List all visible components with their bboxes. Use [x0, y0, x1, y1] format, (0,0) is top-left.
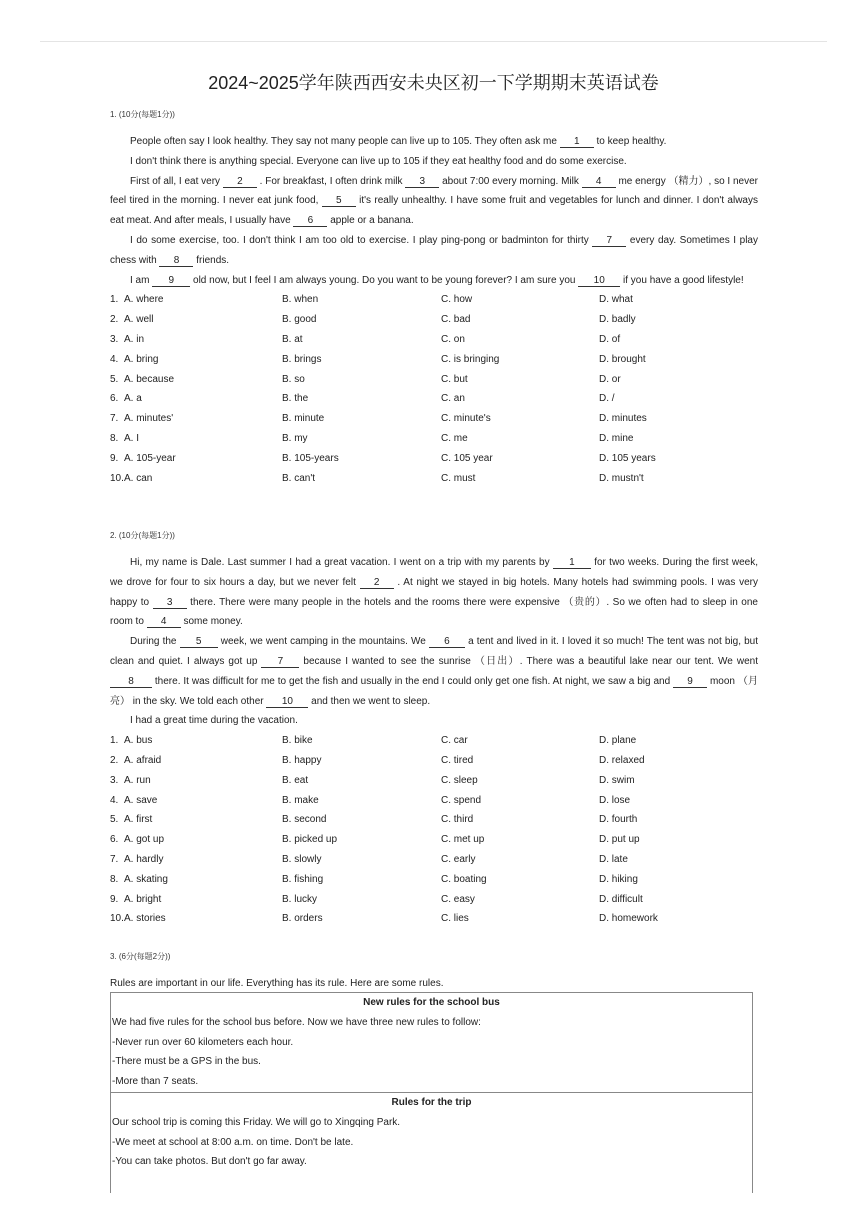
option-c[interactable]: C. how — [441, 294, 473, 306]
passage-text: apple or a banana. — [327, 215, 414, 227]
item-number: 9. — [110, 893, 119, 905]
item-number: 2. — [110, 314, 119, 326]
option-d[interactable]: D. mustn't — [599, 472, 644, 484]
passage-text: moon （月亮） in the sky. We told each other — [110, 675, 759, 707]
option-row — [110, 870, 758, 890]
option-c[interactable]: C. 105 year — [441, 452, 493, 464]
question-3 — [110, 952, 758, 994]
option-b[interactable]: B. orders — [282, 913, 323, 925]
passage-text: People often say I look healthy. They say not many people can live up to 105. They often ask me — [130, 136, 560, 147]
option-b[interactable]: B. make — [282, 794, 319, 806]
item-number: 5. — [110, 373, 119, 385]
option-b[interactable]: B. happy — [282, 754, 322, 766]
option-d[interactable]: D. what — [599, 294, 633, 306]
option-d[interactable]: D. lose — [599, 794, 631, 806]
answer-blank-2[interactable]: 2 — [360, 577, 394, 589]
option-d[interactable]: D. late — [599, 853, 628, 865]
answer-blank-3[interactable]: 3 — [405, 176, 439, 188]
rules-line: -We meet at school at 8:00 a.m. on time. Don't be late. — [112, 1136, 354, 1148]
option-b[interactable]: B. brings — [282, 353, 322, 365]
rules-line: -There must be a GPS in the bus. — [112, 1056, 261, 1068]
item-number: 10. — [110, 472, 124, 484]
answer-blank-9[interactable]: 9 — [152, 275, 190, 287]
option-b[interactable]: B. slowly — [282, 853, 322, 865]
item-number: 8. — [110, 432, 119, 444]
option-a[interactable]: A. bus — [124, 735, 153, 747]
option-b[interactable]: B. fishing — [282, 873, 324, 885]
option-d[interactable]: D. homework — [599, 913, 658, 925]
option-b[interactable]: B. my — [282, 432, 308, 444]
option-c[interactable]: C. tired — [441, 754, 474, 766]
option-row — [110, 751, 758, 771]
option-row — [110, 449, 758, 469]
option-a[interactable]: A. bright — [124, 893, 162, 905]
option-b[interactable]: B. can't — [282, 472, 316, 484]
option-c[interactable]: C. me — [441, 432, 468, 444]
option-c[interactable]: C. on — [441, 333, 465, 345]
passage-text: During the — [130, 636, 180, 648]
passage-text: a tent and lived in it. I loved it so much! The tent was not big, but clean and quiet. I always got up — [110, 636, 758, 667]
option-b[interactable]: B. bike — [282, 735, 313, 747]
option-c[interactable]: C. an — [441, 393, 465, 405]
item-number: 6. — [110, 393, 119, 405]
answer-blank-7[interactable]: 7 — [592, 235, 626, 247]
question-1 — [110, 110, 758, 488]
option-a[interactable]: A. in — [124, 333, 145, 345]
passage-text: if you have a good lifestyle! — [620, 274, 744, 286]
rules-line: -Never run over 60 kilometers each hour. — [112, 1036, 294, 1048]
passage-text: First of all, I eat very — [130, 175, 223, 187]
option-row — [110, 370, 758, 390]
passage-paragraph — [110, 711, 758, 731]
option-row — [110, 389, 758, 409]
rules-block-heading: Rules for the trip — [111, 1092, 752, 1113]
option-c[interactable]: C. third — [441, 814, 474, 826]
question-3-intro: Rules are important in our life. Everything has its rule. Here are some rules. — [110, 978, 444, 989]
question-3-header: 3. (6分(每题2分)) — [110, 952, 171, 961]
option-c[interactable]: C. sleep — [441, 774, 478, 786]
option-c[interactable]: C. car — [441, 735, 468, 747]
option-row — [110, 909, 758, 929]
option-row — [110, 850, 758, 870]
option-row — [110, 290, 758, 310]
item-number: 4. — [110, 794, 119, 806]
passage-paragraph — [110, 271, 758, 291]
option-d[interactable]: D. put up — [599, 834, 640, 846]
option-a[interactable]: A. hardly — [124, 853, 164, 865]
answer-blank-6[interactable]: 6 — [429, 636, 465, 648]
passage-paragraph — [110, 231, 758, 271]
item-number: 7. — [110, 853, 119, 865]
option-b[interactable]: B. so — [282, 373, 305, 385]
option-row — [110, 791, 758, 811]
passage-text: I do some exercise, too. I don't think I am too old to exercise. I play ping-pong or badminton for thirty — [130, 234, 593, 246]
option-c[interactable]: C. spend — [441, 794, 482, 806]
option-d[interactable]: D. hiking — [599, 873, 638, 885]
passage-text: because I wanted to see the sunrise （日出）. There was a beautiful lake near our tent. We went — [299, 655, 758, 667]
option-a[interactable]: A. run — [124, 774, 151, 786]
option-d[interactable]: D. badly — [599, 314, 636, 326]
option-b[interactable]: B. at — [282, 333, 303, 345]
answer-blank-2[interactable]: 2 — [223, 176, 257, 188]
option-a[interactable]: A. minutes' — [124, 413, 174, 425]
answer-blank-5[interactable]: 5 — [322, 195, 356, 207]
option-a[interactable]: A. 105-year — [124, 452, 176, 464]
option-d[interactable]: D. 105 years — [599, 452, 656, 464]
passage-text: week, we went camping in the mountains. We — [217, 636, 429, 648]
answer-blank-10[interactable]: 10 — [578, 275, 620, 287]
option-d[interactable]: D. / — [599, 393, 615, 405]
option-c[interactable]: C. boating — [441, 873, 487, 885]
rules-line: We had five rules for the school bus before. Now we have three new rules to follow: — [112, 1016, 481, 1028]
item-number: 4. — [110, 353, 119, 365]
option-a[interactable]: A. skating — [124, 873, 168, 885]
item-number: 3. — [110, 774, 119, 786]
item-number: 7. — [110, 413, 119, 425]
option-a[interactable]: A. I — [124, 432, 140, 444]
option-c[interactable]: C. is bringing — [441, 353, 500, 365]
option-row — [110, 810, 758, 830]
passage-text: and then we went to sleep. — [308, 695, 431, 707]
option-b[interactable]: B. picked up — [282, 834, 338, 846]
option-row — [110, 429, 758, 449]
option-a[interactable]: A. can — [124, 472, 153, 484]
option-a[interactable]: A. save — [124, 794, 158, 806]
option-row — [110, 830, 758, 850]
option-c[interactable]: C. minute's — [441, 413, 491, 425]
passage-text: . At night we stayed in big hotels. Many hotels had swimming pools. I was very happy to — [110, 576, 758, 608]
option-b[interactable]: B. 105-years — [282, 452, 339, 464]
passage-text: I am — [130, 274, 153, 286]
option-d[interactable]: D. brought — [599, 353, 646, 365]
page-title: 2024~2025学年陕西西安未央区初一下学期期末英语试卷 — [208, 73, 659, 93]
option-a[interactable]: A. where — [124, 294, 164, 306]
option-b[interactable]: B. the — [282, 393, 309, 405]
option-c[interactable]: C. but — [441, 373, 468, 385]
passage-paragraph — [110, 132, 758, 152]
option-c[interactable]: C. easy — [441, 893, 475, 905]
item-number: 8. — [110, 873, 119, 885]
passage-text: every day. Sometimes I play chess with — [110, 234, 758, 266]
option-b[interactable]: B. second — [282, 814, 327, 826]
item-number: 5. — [110, 814, 119, 826]
option-a[interactable]: A. stories — [124, 913, 166, 925]
option-row — [110, 771, 758, 791]
passage-text: there. It was difficult for me to get the fish and usually in the end I could only get one fish. At night, we saw a big and — [152, 675, 674, 687]
passage-paragraph — [110, 632, 758, 711]
option-row — [110, 890, 758, 910]
question-2-options — [110, 731, 758, 929]
passage-paragraph — [110, 152, 758, 172]
option-d[interactable]: D. fourth — [599, 814, 638, 826]
answer-blank-7[interactable]: 7 — [261, 656, 299, 668]
rules-line: Our school trip is coming this Friday. We will go to Xingqing Park. — [112, 1116, 401, 1128]
item-number: 6. — [110, 834, 119, 846]
passage-paragraph — [110, 553, 758, 632]
option-b[interactable]: B. minute — [282, 413, 325, 425]
passage-text: me energy （精力）, so I never feel tired in the morning. I never eat junk food, — [110, 175, 758, 207]
answer-blank-9[interactable]: 9 — [673, 676, 707, 688]
option-a[interactable]: A. first — [124, 814, 153, 826]
item-number: 3. — [110, 333, 119, 345]
answer-blank-3[interactable]: 3 — [153, 597, 187, 609]
option-a[interactable]: A. afraid — [124, 754, 162, 766]
answer-blank-5[interactable]: 5 — [180, 636, 218, 648]
passage-text: Hi, my name is Dale. Last summer I had a great vacation. I went on a trip with my parents by — [130, 557, 553, 568]
answer-blank-1[interactable]: 1 — [560, 136, 594, 148]
option-b[interactable]: B. eat — [282, 774, 309, 786]
option-row — [110, 350, 758, 370]
option-d[interactable]: D. mine — [599, 432, 634, 444]
option-c[interactable]: C. bad — [441, 314, 471, 326]
option-a[interactable]: A. bring — [124, 353, 159, 365]
answer-blank-4[interactable]: 4 — [147, 616, 181, 628]
question-1-passage — [110, 132, 758, 290]
option-c[interactable]: C. lies — [441, 913, 469, 925]
option-d[interactable]: D. of — [599, 333, 621, 345]
option-d[interactable]: D. minutes — [599, 413, 647, 425]
item-number: 1. — [110, 294, 119, 306]
rules-line: -You can take photos. But don't go far away. — [112, 1156, 307, 1168]
passage-text: friends. — [193, 254, 230, 266]
passage-text: old now, but I feel I am always young. Do you want to be young forever? I am sure you — [190, 274, 579, 286]
answer-blank-8[interactable]: 8 — [159, 255, 193, 267]
option-d[interactable]: D. swim — [599, 774, 635, 786]
option-b[interactable]: B. when — [282, 294, 319, 306]
option-row — [110, 330, 758, 350]
passage-text: some money. — [180, 616, 243, 628]
option-b[interactable]: B. good — [282, 314, 317, 326]
question-2-header: 2. (10分(每题1分)) — [110, 531, 175, 540]
option-d[interactable]: D. plane — [599, 735, 637, 747]
passage-text: it's really unhealthy. I have some fruit and vegetables for lunch and dinner. I don't always eat meat. And after meals, I usually have — [110, 195, 758, 227]
rules-table — [110, 992, 753, 1193]
option-a[interactable]: A. well — [124, 314, 154, 326]
option-d[interactable]: D. or — [599, 373, 621, 385]
passage-text: to keep healthy. — [593, 136, 667, 147]
top-divider — [40, 41, 827, 42]
option-a[interactable]: A. a — [124, 393, 142, 405]
question-1-options — [110, 290, 758, 488]
passage-text: about 7:00 every morning. Milk — [439, 175, 582, 187]
option-c[interactable]: C. must — [441, 472, 476, 484]
option-a[interactable]: A. got up — [124, 834, 165, 846]
answer-blank-4[interactable]: 4 — [582, 176, 616, 188]
passage-text: I had a great time during the vacation. — [130, 715, 298, 727]
option-b[interactable]: B. lucky — [282, 893, 318, 905]
option-row — [110, 731, 758, 751]
option-d[interactable]: D. difficult — [599, 893, 643, 905]
option-c[interactable]: C. early — [441, 853, 476, 865]
passage-text: there. There were many people in the hotels and the rooms there were expensive （贵的）. So we often had to sleep in one room to — [110, 596, 758, 628]
passage-paragraph — [110, 172, 758, 231]
answer-blank-8[interactable]: 8 — [110, 676, 152, 688]
rules-block-heading: New rules for the school bus — [363, 997, 500, 1008]
answer-blank-10[interactable]: 10 — [266, 696, 308, 708]
question-1-header: 1. (10分(每题1分)) — [110, 110, 175, 119]
answer-blank-6[interactable]: 6 — [293, 215, 327, 227]
item-number: 9. — [110, 452, 119, 464]
answer-blank-1[interactable]: 1 — [553, 557, 591, 569]
question-2-passage — [110, 553, 758, 731]
passage-text: . For breakfast, I often drink milk — [256, 175, 406, 187]
question-2 — [110, 531, 758, 929]
option-a[interactable]: A. because — [124, 373, 175, 385]
option-c[interactable]: C. met up — [441, 834, 485, 846]
passage-text: for two weeks. During the first week, we drove for four to six hours a day, but we never felt — [110, 557, 758, 588]
option-row — [110, 469, 758, 489]
item-number: 2. — [110, 754, 119, 766]
option-row — [110, 310, 758, 330]
rules-line: -More than 7 seats. — [112, 1076, 199, 1088]
passage-text: I don't think there is anything special. Everyone can live up to 105 if they eat healthy food and do some exercise. — [130, 155, 627, 167]
item-number: 1. — [110, 735, 119, 747]
item-number: 10. — [110, 913, 124, 925]
option-row — [110, 409, 758, 429]
option-d[interactable]: D. relaxed — [599, 754, 645, 766]
